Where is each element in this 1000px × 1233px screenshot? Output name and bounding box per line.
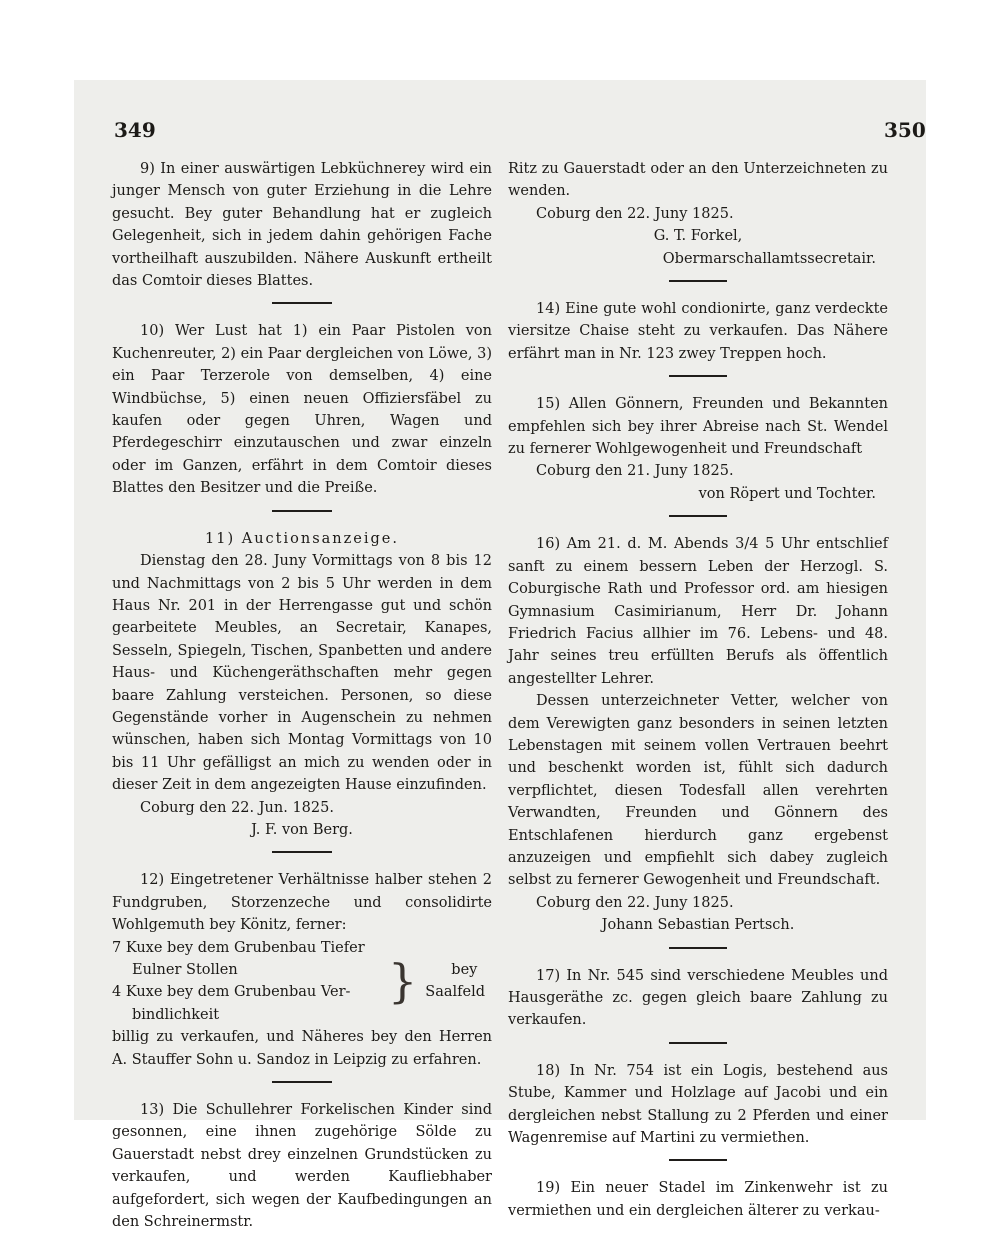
advert-16-date: Coburg den 22. Juny 1825. bbox=[536, 894, 734, 911]
advert-11-title: 11) Auctionsanzeige. bbox=[205, 530, 399, 547]
advert-17: 17) In Nr. 545 sind verschiedene Meubles und Hausgeräthe zc. gegen gleich baare Zahlung zu verkaufen. bbox=[508, 967, 888, 1029]
left-column bbox=[112, 158, 492, 1233]
advert-14: 14) Eine gute wohl condionirte, ganz verdeckte viersitze Chaise steht zu verkaufen. Das Nähere erfährt man in Nr. 123 zwey Treppen hoch. bbox=[508, 301, 888, 362]
advert-19: 19) Ein neuer Stadel im Zinkenwehr ist zu vermiethen und ein dergleichen älterer zu verkau- bbox=[508, 1180, 888, 1219]
advert-16-signature: Johann Sebastian Pertsch. bbox=[601, 917, 795, 934]
separator-rule bbox=[669, 947, 727, 949]
advert-9: 9) In einer auswärtigen Lebküchnerey wird ein junger Mensch von guter Erziehung in die Lehre gesucht. Bey guter Behandlung hat er zugleich Gelegenheit, sich in jedem dahin gehörigen Fache vortheilhaft auszubilden. Nähere Auskunft ertheilt das Comtoir dieses Blattes. bbox=[112, 161, 492, 290]
advert-12-intro: 12) Eingetretener Verhältnisse halber stehen 2 Fundgruben, Storzenzeche und consolidirte Wohlgemuth bey Könitz, ferner: bbox=[112, 872, 492, 934]
advert-12-end: billig zu verkaufen, und Näheres bey den Herren A. Stauffer Sohn u. Sandoz in Leipzig zu erfahren. bbox=[112, 1029, 492, 1068]
share-row-1a: 7 Kuxe bey dem Grubenbau Tiefer bbox=[112, 939, 365, 956]
advert-18: 18) In Nr. 754 ist ein Logis, bestehend aus Stube, Kammer und Holzlage auf Jacobi und ein dergleichen nebst Stallung zu 2 Pferden und einer Wagenremise auf Martini zu vermiethen. bbox=[508, 1062, 888, 1147]
advert-15: 15) Allen Gönnern, Freunden und Bekannten empfehlen sich bey ihrer Abreise nach St. Wendel zu fernerer Wohlgewogenheit und Freundschaft bbox=[508, 396, 888, 458]
separator-rule bbox=[669, 1159, 727, 1161]
advert-15-signature: von Röpert und Tochter. bbox=[698, 485, 876, 502]
share-row-2b: bindlichkeit bbox=[132, 1006, 220, 1023]
separator-rule bbox=[669, 515, 727, 517]
advert-16: 16) Am 21. d. M. Abends 3/4 5 Uhr entschlief sanft zu einem bessern Leben der Herzogl. S. Coburgische Rath und Professor ord. am hiesigen Gymnasium Casimirianum, Herr Dr. Johann Friedrich Facius allhier im 76. Lebens- und 48. Jahr seines treu erfüllten Berufs als öffentlich angestellter Lehrer. bbox=[508, 536, 888, 687]
advert-13-signature-2: Obermarschallamtssecretair. bbox=[662, 250, 876, 267]
advert-13-continued: Ritz zu Gauerstadt oder an den Unterzeichneten zu wenden. bbox=[508, 161, 888, 200]
share-row-2a: 4 Kuxe bey dem Grubenbau Ver- bbox=[112, 984, 351, 1001]
advert-11-signature: J. F. von Berg. bbox=[251, 821, 353, 838]
separator-rule bbox=[272, 1081, 332, 1083]
advert-16-paragraph-2: Dessen unterzeichneter Vetter, welcher von dem Verewigten ganz besonders in seinen letzten Lebenstagen mit seinem vollen Vertrauen beehrt und beschenkt worden ist, fühlt sich dadurch verpflichtet, diesen Todesfall allen verehrten Verwandten, Freunden und Gönnern des Entschlafenen hierdurch ganz ergebenst anzuzeigen und empfiehlt sich dabey zugleich selbst zu fernerer Gewogenheit und Freundschaft. bbox=[508, 693, 888, 889]
location-bey: bey bbox=[451, 962, 478, 978]
separator-rule bbox=[272, 510, 332, 512]
page-number-left: 349 bbox=[114, 118, 156, 142]
separator-rule bbox=[669, 280, 727, 282]
advert-11: Dienstag den 28. Juny Vormittags von 8 bis 12 und Nachmittags von 2 bis 5 Uhr werden in dem Haus Nr. 201 in der Herrengasse gut und schön gearbeitete Meubles, an Secretair, Kanapes, Sesseln, Spiegeln, Tischen, Spanbetten und andere Haus- und Küchengeräthschaften mehr gegen baare Zahlung versteichen. Personen, so diese Gegenstände vorher in Augenschein zu nehmen wünschen, haben sich Montag Vormittags von 10 bis 11 Uhr gefälligst an mich zu wenden oder in dieser Zeit in dem angezeigten Hause einzufinden. bbox=[112, 553, 492, 794]
right-column bbox=[508, 158, 888, 1222]
advert-13-signature-1: G. T. Forkel, bbox=[653, 228, 743, 245]
advert-10: 10) Wer Lust hat 1) ein Paar Pistolen von Kuchenreuter, 2) ein Paar dergleichen von Löwe, 3) ein Paar Terzerole von demselben, 4) eine Windbüchse, 5) einen neuen Offiziersfäbel zu kaufen oder gegen Uhren, Wagen und Pferdegeschirr einzutauschen und zwar einzeln oder im Ganzen, erfährt in dem Comtoir dieses Blattes den Besitzer und die Preiße. bbox=[112, 323, 492, 497]
share-row-1b: Eulner Stollen bbox=[132, 962, 238, 978]
advert-12-share-list bbox=[112, 937, 492, 1027]
advert-13: 13) Die Schullehrer Forkelischen Kinder sind gesonnen, eine ihnen zugehörige Sölde zu Gauerstadt nebst drey einzelnen Grundstücken zu verkaufen, und werden Kaufliebhaber aufgefordert, sich wegen der Kaufbedingungen an den Schreinermstr. bbox=[112, 1102, 492, 1231]
separator-rule bbox=[272, 851, 332, 853]
advert-11-date: Coburg den 22. Jun. 1825. bbox=[140, 799, 334, 816]
advert-15-date: Coburg den 21. Juny 1825. bbox=[536, 463, 734, 480]
page-number-right: 350 bbox=[884, 118, 926, 142]
advert-13-date: Coburg den 22. Juny 1825. bbox=[536, 205, 734, 222]
separator-rule bbox=[669, 375, 727, 377]
location-saalfeld: Saalfeld bbox=[425, 984, 486, 1001]
brace-mark: } bbox=[388, 954, 418, 1009]
separator-rule bbox=[669, 1042, 727, 1044]
separator-rule bbox=[272, 302, 332, 304]
newspaper-page bbox=[74, 80, 926, 1231]
